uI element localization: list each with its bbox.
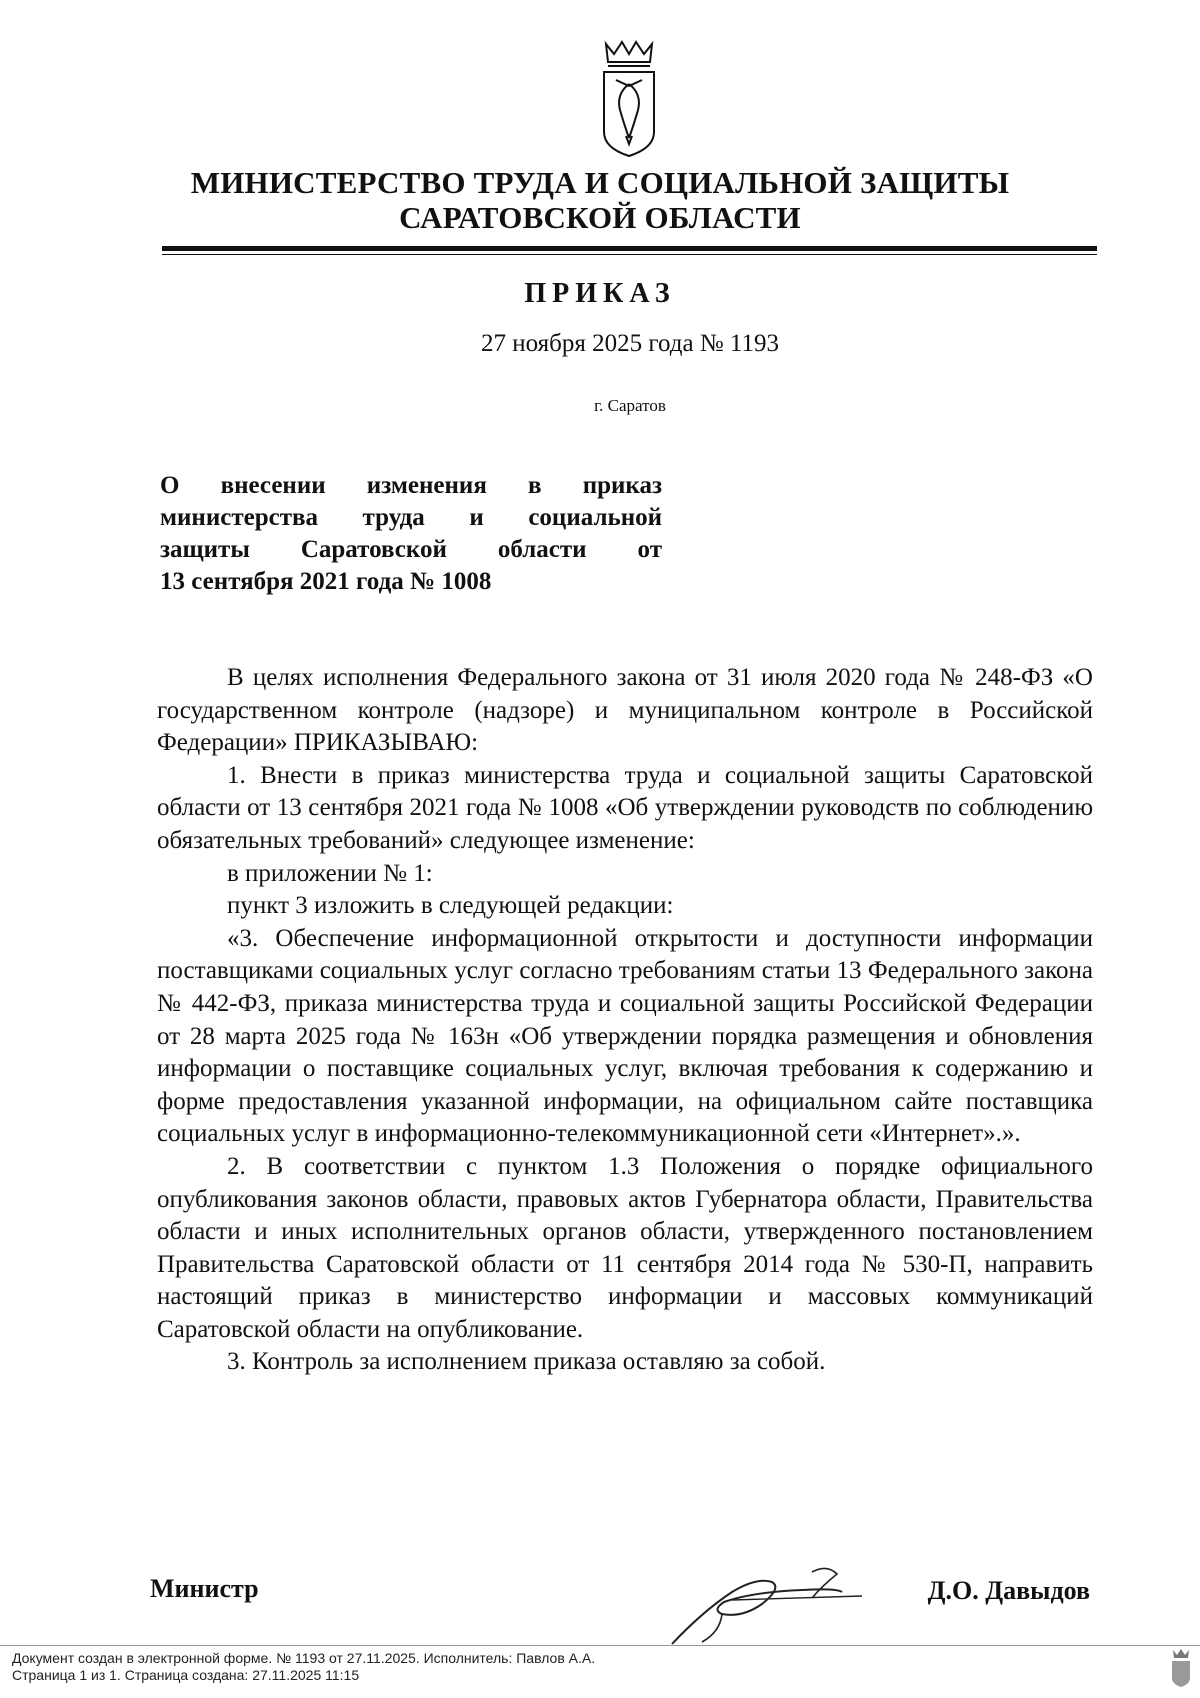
footer-line-1: Документ создан в электронной форме. № 1193 от 27.11.2025. Исполнитель: Павлов А.А. (12, 1650, 596, 1666)
coat-of-arms-small-icon (1170, 1648, 1192, 1688)
item-1-paragraph: 1. Внести в приказ министерства труда и социальной защиты Саратовской области от 13 сентября 2021 года № 1008 «Об утверждении руководств по соблюдению обязательных требований» следующее изменение: (157, 761, 1093, 854)
coat-of-arms-icon (598, 40, 660, 160)
order-date-number: 27 ноября 2025 года № 1193 (480, 330, 780, 357)
order-city: г. Саратов (594, 396, 666, 415)
subject-line-1: О внесении изменения в приказ (160, 472, 662, 499)
point-3-text: «3. Обеспечение информационной открытости и доступности информации поставщиками социальных услуг согласно требованиям статьи 13 Федерального закона № 442-ФЗ, приказа министерства труда и социальной защиты Российской Федерации от 28 марта 2025 года № 163н «Об утверждении порядка размещения и обновления информации о поставщике социальных услуг, включая требования к содержанию и форме предоставления указанной информации, на официальном сайте поставщика социальных услуг в информационно-телекоммуникационной сети «Интернет».». (157, 924, 1093, 1148)
ministry-name-line-1: МИНИСТЕРСТВО ТРУДА И СОЦИАЛЬНОЙ ЗАЩИТЫ (190, 165, 1010, 200)
signature-block (150, 1574, 1090, 1614)
item-3-paragraph: 3. Контроль за исполнением приказа оставляю за собой. (227, 1348, 826, 1376)
ministry-name (140, 165, 1060, 235)
preamble-paragraph: В целях исполнения Федерального закона от 31 июля 2020 года № 248-ФЗ «О государственном контроле (надзоре) и муниципальном контроле в Российской Федерации» ПРИКАЗЫВАЮ: (157, 664, 1093, 757)
ministry-name-line-2: САРАТОВСКОЙ ОБЛАСТИ (399, 200, 801, 235)
order-subject (160, 470, 662, 598)
appendix-reference: в приложении № 1: (227, 859, 433, 887)
footer-line-2: Страница 1 из 1. Страница создана: 27.11.2025 11:15 (12, 1667, 360, 1683)
signatory-position: Министр (150, 1574, 259, 1603)
item-2-paragraph: 2. В соответствии с пунктом 1.3 Положения о порядке официального опубликования законов области, правовых актов Губернатора области, Правительства области и иных исполнительных органов области, утвержденного постановлением Правительства Саратовской области от 11 сентября 2014 года № 530-П, направить настоящий приказ в министерство информации и массовых коммуникаций Саратовской области на опубликование. (157, 1152, 1093, 1343)
order-body (157, 662, 1093, 1379)
subject-line-2: министерства труда и социальной (160, 504, 662, 531)
point-3-intro: пункт 3 изложить в следующей редакции: (227, 892, 674, 920)
header-rule-thin (162, 254, 1097, 255)
electronic-document-footer (12, 1650, 595, 1684)
subject-line-4: 13 сентября 2021 года № 1008 (160, 568, 492, 595)
footer-divider (0, 1645, 1200, 1646)
signatory-name: Д.О. Давыдов (927, 1576, 1090, 1605)
subject-line-3: защиты Саратовской области от (160, 536, 662, 563)
header-rule-thick (162, 246, 1097, 251)
order-title: ПРИКАЗ (524, 278, 676, 309)
